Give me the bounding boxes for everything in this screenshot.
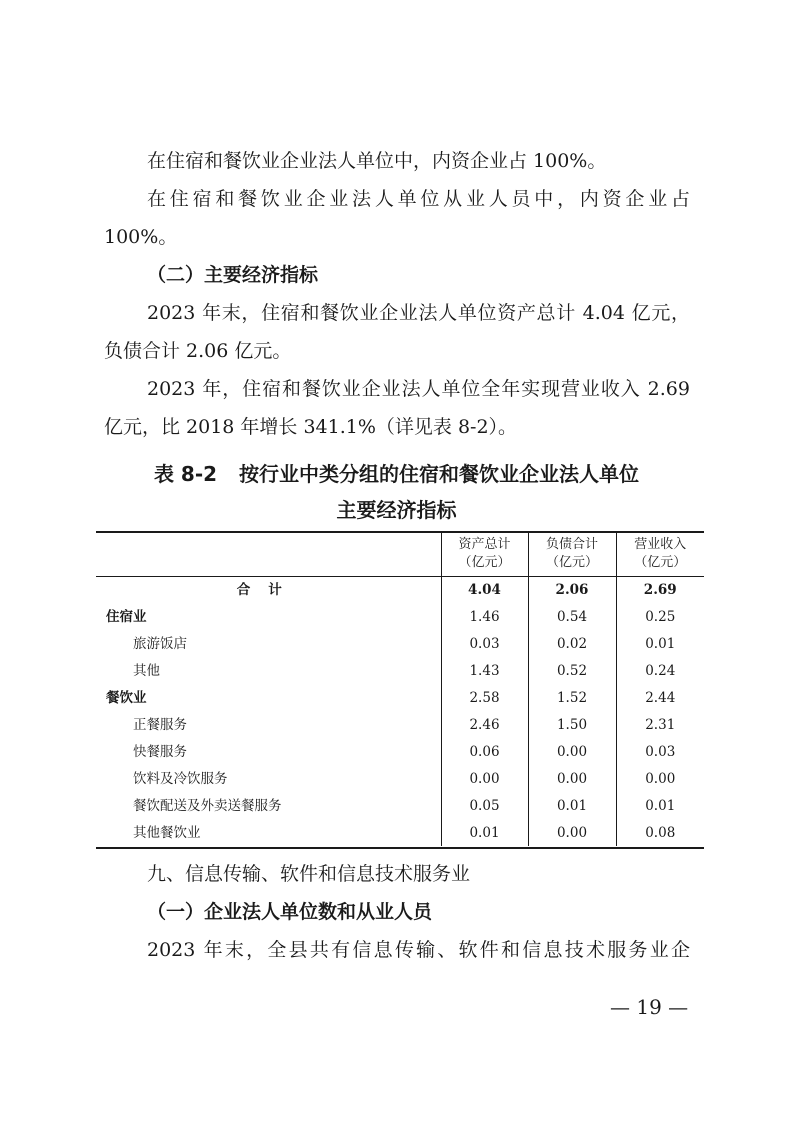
- cell-assets: 2.58: [441, 684, 528, 711]
- row-label: 其他: [133, 662, 160, 679]
- indicators-table: [96, 531, 704, 846]
- cell-liabilities: 0.01: [528, 792, 616, 819]
- table-row: [96, 792, 704, 819]
- table-header-row: [96, 531, 704, 576]
- table-row: [96, 684, 704, 711]
- cell-revenue: 0.08: [616, 819, 704, 846]
- cell-liabilities: 0.00: [528, 738, 616, 765]
- paragraph-foreign-share-employees-line1: 在住宿和餐饮业企业法人单位从业人员中，内资企业占: [147, 188, 690, 210]
- row-label: 合计: [236, 581, 300, 598]
- section-heading-main-indicators: （二）主要经济指标: [147, 264, 319, 286]
- cell-liabilities: 1.52: [528, 684, 616, 711]
- cell-liabilities: 0.00: [528, 819, 616, 846]
- cell-assets: 1.43: [441, 657, 528, 684]
- cell-assets: 0.00: [441, 765, 528, 792]
- table-number: 表 8-2: [153, 462, 218, 486]
- cell-assets: 0.01: [441, 819, 528, 846]
- table-title-text: 按行业中类分组的住宿和餐饮业企业法人单位: [239, 462, 640, 486]
- section-subheading-units-employees: （一）企业法人单位数和从业人员: [147, 901, 433, 923]
- cell-revenue: 0.03: [616, 738, 704, 765]
- cell-liabilities: 2.06: [528, 576, 616, 603]
- row-label: 快餐服务: [133, 743, 187, 760]
- table-title-line1: [0, 463, 793, 485]
- table-title-line2: 主要经济指标: [336, 498, 457, 522]
- row-label: 正餐服务: [133, 716, 187, 733]
- paragraph-revenue-line2: 亿元，比 2018 年增长 341.1%（详见表 8-2）。: [104, 416, 518, 438]
- paragraph-foreign-share-units: 在住宿和餐饮业企业法人单位中，内资企业占 100%。: [147, 150, 607, 172]
- paragraph-assets-line1: 2023 年末，住宿和餐饮业企业法人单位资产总计 4.04 亿元，: [147, 302, 690, 324]
- row-label: 其他餐饮业: [133, 824, 201, 841]
- cell-assets: 4.04: [441, 576, 528, 603]
- cell-liabilities: 1.50: [528, 711, 616, 738]
- table-row: [96, 630, 704, 657]
- cell-revenue: 2.31: [616, 711, 704, 738]
- cell-revenue: 0.00: [616, 765, 704, 792]
- cell-revenue: 0.24: [616, 657, 704, 684]
- row-label: 住宿业: [106, 608, 147, 625]
- paragraph-foreign-share-employees-line2: 100%。: [104, 226, 178, 248]
- table-total-row: [96, 576, 704, 603]
- table-row: [96, 738, 704, 765]
- cell-liabilities: 0.00: [528, 765, 616, 792]
- cell-assets: 0.06: [441, 738, 528, 765]
- cell-assets: 0.05: [441, 792, 528, 819]
- cell-revenue: 2.69: [616, 576, 704, 603]
- table-bottom-rule: [96, 847, 704, 849]
- cell-assets: 0.03: [441, 630, 528, 657]
- header-assets: 资产总计 （亿元）: [441, 531, 528, 576]
- header-revenue: 营业收入 （亿元）: [616, 531, 704, 576]
- header-liabilities: 负债合计 （亿元）: [528, 531, 616, 576]
- row-label: 餐饮业: [106, 689, 147, 706]
- page-number: — 19 —: [610, 995, 689, 1019]
- row-label: 旅游饭店: [133, 635, 187, 652]
- section-heading-info-services: 九、信息传输、软件和信息技术服务业: [147, 863, 471, 885]
- cell-liabilities: 0.54: [528, 603, 616, 630]
- cell-assets: 2.46: [441, 711, 528, 738]
- table-row: [96, 765, 704, 792]
- header-blank-cell: [96, 531, 441, 576]
- cell-revenue: 2.44: [616, 684, 704, 711]
- table-row: [96, 819, 704, 846]
- paragraph-info-units-line1: 2023 年末，全县共有信息传输、软件和信息技术服务业企: [147, 939, 690, 961]
- paragraph-assets-line2: 负债合计 2.06 亿元。: [104, 340, 292, 362]
- paragraph-revenue-line1: 2023 年，住宿和餐饮业企业法人单位全年实现营业收入 2.69: [147, 378, 690, 400]
- row-label: 餐饮配送及外卖送餐服务: [133, 797, 282, 814]
- cell-revenue: 0.25: [616, 603, 704, 630]
- cell-revenue: 0.01: [616, 630, 704, 657]
- table-row: [96, 711, 704, 738]
- row-label: 饮料及冷饮服务: [133, 770, 228, 787]
- table-row: [96, 657, 704, 684]
- cell-liabilities: 0.52: [528, 657, 616, 684]
- table-row: [96, 603, 704, 630]
- cell-liabilities: 0.02: [528, 630, 616, 657]
- cell-assets: 1.46: [441, 603, 528, 630]
- cell-revenue: 0.01: [616, 792, 704, 819]
